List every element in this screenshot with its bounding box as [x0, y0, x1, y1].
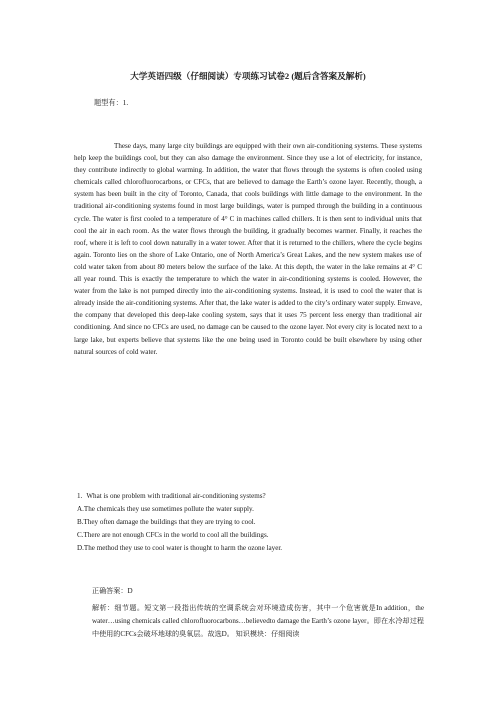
option-d — [77, 542, 427, 555]
option-c — [77, 529, 427, 542]
correct-answer: 正确答案：D — [92, 587, 133, 595]
option-text: The chemicals they use sometimes pollute the water supply. — [83, 505, 254, 514]
option-letter: B. — [77, 518, 84, 527]
option-letter: C. — [77, 531, 84, 540]
option-letter: A. — [77, 505, 84, 514]
option-a — [77, 503, 427, 516]
option-text: They often damage the buildings that they are trying to cool. — [83, 518, 256, 527]
question-type-label: 题型有：1. — [94, 99, 129, 107]
option-text: There are not enough CFCs in the world to cool all the buildings. — [83, 531, 269, 540]
option-letter: D. — [77, 544, 84, 553]
answer-explanation: 解析：细节题。短文第一段指出传统的空调系统会对环境造成伤害，其中一个危害就是In addition，the water…using chemicals called chlorofluorocarbons…believedto damage the Earth’s ozone layer。即在水冷却过程中使用的CFCs会破坏地球的臭氧层。故选D。 知识模块：仔细阅读 — [92, 604, 424, 638]
question-block — [77, 490, 427, 555]
page-title: 大学英语四级（仔细阅读）专项练习试卷2 (题后含答案及解析) — [130, 71, 366, 81]
option-b — [77, 516, 427, 529]
question-number: 1. — [77, 492, 83, 500]
option-text: The method they use to cool water is thought to harm the ozone layer. — [83, 544, 283, 553]
question-stem — [77, 490, 427, 503]
reading-passage: These days, many large city buildings are equipped with their own air-conditioning systems. These systems help keep the buildings cool, but they can also damage the environment. Since they use a lot of electricity, for instance, they contribute indirectly to global warming. In addition, the water that flows through the systems is often cooled using chemicals called chlorofluorocarbons, or CFCs, that are believed to damage the Earth’s ozone layer. Recently, though, a system has been built in the city of Toronto, Canada, that cools buildings with little damage to the environment. In the traditional air-conditioning systems found in most large buildings, water is pumped through the building in a continuous cycle. The water is first cooled to a temperature of 4° C in machines called chillers. It is then sent to individual units that cool the air in each room. As the water flows through the building, it gradually becomes warmer. Finally, it reaches the roof, where it is left to cool down naturally in a water tower. After that it is returned to the chillers, where the cycle begins again. Toronto lies on the shore of Lake Ontario, one of North America’s Great Lakes, and the new system makes use of cold water taken from about 80 meters below the surface of the lake. At this depth, the water in the lake remains at 4° C all year round. This is exactly the temperature to which the water in air-conditioning systems is cooled. However, the water from the lake is not pumped directly into the air-conditioning systems. Instead, it is used to cool the water that is already inside the air-conditioning systems. After that, the lake water is added to the city’s ordinary water supply. Enwave, the company that developed this deep-lake cooling system, says that it uses 75 percent less energy than traditional air conditioning. And since no CFCs are used, no damage can be caused to the ozone layer. Not every city is located next to a large lake, but experts believe that systems like the one being used in Toronto could be built elsewhere by using other natural sources of cold water. — [74, 142, 422, 356]
question-stem-text: What is one problem with traditional air-conditioning systems? — [86, 492, 266, 500]
